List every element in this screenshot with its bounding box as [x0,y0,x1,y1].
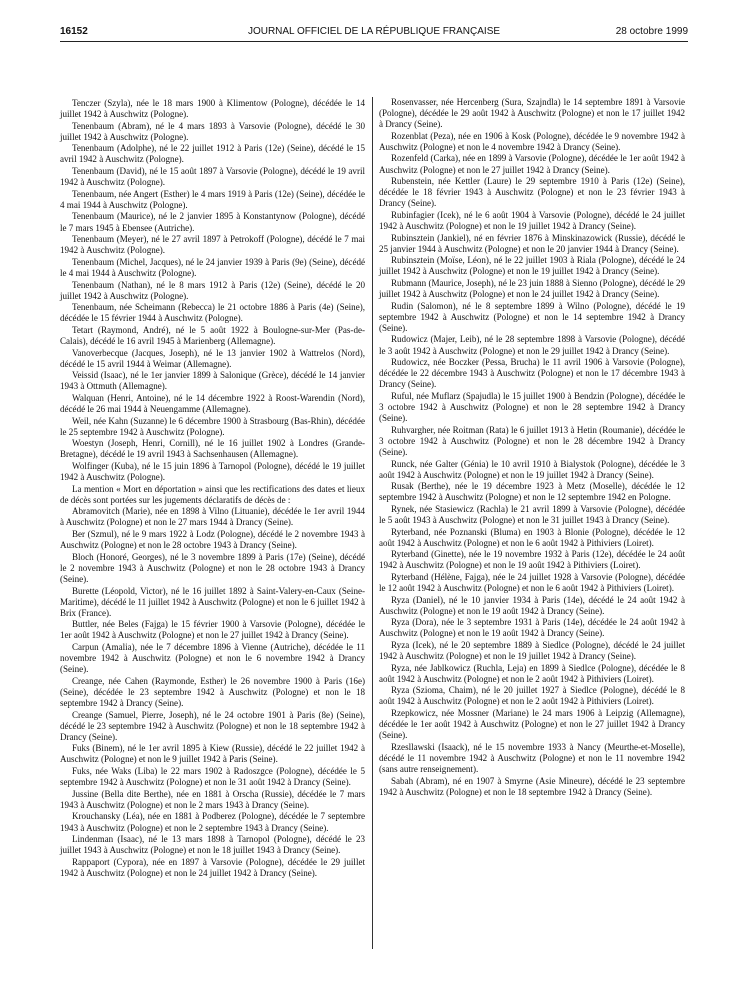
entry-paragraph: Ryterband, née Poznanski (Bluma) en 1903 à Blonie (Pologne), décédée le 12 août 1942 à Auschwitz (Pologne) et non le 6 août 1942 à Pithiviers (Loiret). [379,526,685,548]
entry-paragraph: Vanoverbecque (Jacques, Joseph), né le 13 janvier 1902 à Wattrelos (Nord), décédé le 15 avril 1944 à Weimar (Allemagne). [60,347,365,369]
entry-paragraph: Rzesllawski (Isaack), né le 15 novembre 1933 à Nancy (Meurthe-et-Moselle), décédé le 11 novembre 1942 à Auschwitz (Pologne) et non le 11 novembre 1942 (sans autre renseignement). [379,741,685,775]
page-number: 16152 [60,26,88,37]
entry-paragraph: La mention « Mort en déportation » ainsi que les rectifications des dates et lieux de décès sont portées sur les jugements déclaratifs de décès de : [60,483,365,505]
page-header [60,26,688,42]
entry-paragraph: Tenenbaum, née Angert (Esther) le 4 mars 1919 à Paris (12e) (Seine), décédée le 4 mai 1944 à Auschwitz (Pologne). [60,188,365,210]
right-column [379,97,685,798]
entry-paragraph: Rozenblat (Peza), née en 1906 à Kosk (Pologne), décédée le 9 novembre 1942 à Auschwitz (Pologne) et non le 4 novembre 1942 à Drancy (Seine). [379,130,685,152]
entry-paragraph: Ryterband (Ginette), née le 19 novembre 1932 à Paris (12e), décédée le 24 août 1942 à Auschwitz (Pologne) et non le 19 août 1942 à Pithiviers (Loiret). [379,549,685,571]
left-column [60,98,365,879]
entry-paragraph: Ryza (Dora), née le 3 septembre 1931 à Paris (14e), décédée le 24 août 1942 à Auschwitz (Pologne) et non le 19 août 1942 à Drancy (Seine). [379,617,685,639]
entry-paragraph: Rubinfagier (Icek), né le 6 août 1904 à Varsovie (Pologne), décédé le 24 juillet 1942 à Auschwitz (Pologne) et non le 19 juillet 1942 à Drancy (Seine). [379,209,685,232]
entry-paragraph: Rubinsztein (Jankiel), né en février 1876 à Minskinazowick (Russie), décédé le 25 janvier 1944 à Auschwitz (Pologne) et non le 20 janvier 1944 à Drancy (Seine). [379,232,685,254]
entry-paragraph: Jussine (Bella dite Berthe), née en 1881 à Orscha (Russie), décédée le 7 mars 1943 à Auschwitz (Pologne) et non le 2 mars 1943 à Drancy (Seine). [60,788,365,810]
entry-paragraph: Rudowicz (Majer, Leib), né le 28 septembre 1898 à Varsovie (Pologne), décédé le 3 août 1942 à Auschwitz (Pologne) et non le 29 juillet 1942 à Drancy (Seine). [379,334,685,356]
entry-paragraph: Bloch (Honoré, Georges), né le 3 novembre 1899 à Paris (17e) (Seine), décédé le 2 novembre 1943 à Auschwitz (Pologne) et non le 28 octobre 1943 à Drancy (Seine). [60,551,365,584]
entry-paragraph: Rappaport (Cypora), née en 1897 à Varsovie (Pologne), décédée le 29 juillet 1942 à Auschwitz (Pologne) et non le 24 juillet 1942 à Drancy (Seine). [60,856,365,878]
entry-paragraph: Rudowicz, née Boczker (Pessa, Brucha) le 11 avril 1906 à Varsovie (Pologne), décédée le 22 décembre 1943 à Auschwitz (Pologne) et non le 17 décembre 1943 à Drancy (Seine). [379,357,685,390]
header-rule [60,41,688,42]
entry-paragraph: Tenenbaum (Abram), né le 4 mars 1893 à Varsovie (Pologne), décédé le 30 juillet 1942 à Auschwitz (Pologne). [60,120,365,142]
entry-paragraph: Runck, née Galter (Génia) le 10 avril 1910 à Bialystok (Pologne), décédée le 3 août 1942 à Auschwitz (Pologne) et non le 19 juillet 1942 à Drancy (Seine). [379,458,685,480]
entry-paragraph: Weil, née Kahn (Suzanne) le 6 décembre 1900 à Strasbourg (Bas-Rhin), décédée le 25 septembre 1942 à Auschwitz (Pologne). [60,415,365,437]
entry-paragraph: Ryza (Daniel), né le 10 janvier 1934 à Paris (14e), décédé le 24 août 1942 à Auschwitz (Pologne) et non le 19 août 1942 à Drancy (Seine). [379,594,685,616]
entry-paragraph: Lindenman (Isaac), né le 13 mars 1898 à Tarnopol (Pologne), décédé le 23 juillet 1943 à Auschwitz (Pologne) et non le 18 juillet 1943 à Drancy (Seine). [60,834,365,856]
entry-paragraph: Rzepkowicz, née Mossner (Mariane) le 24 mars 1906 à Leipzig (Allemagne), décédée le 1er août 1942 à Auschwitz (Pologne) et non le 27 juillet 1942 à Drancy (Seine). [379,708,685,741]
entry-paragraph: Fuks (Binem), né le 1er avril 1895 à Kiew (Russie), décédé le 22 juillet 1942 à Auschwitz (Pologne) et non le 9 juillet 1942 à Paris (Seine). [60,743,365,765]
entry-paragraph: Carpun (Amalia), née le 7 décembre 1896 à Vienne (Autriche), décédée le 11 novembre 1942 à Auschwitz (Pologne) et non le 6 novembre 1942 à Drancy (Seine). [60,642,365,675]
entry-paragraph: Ruful, née Muflarz (Spajudla) le 15 juillet 1900 à Bendzin (Pologne), décédée le 3 octobre 1942 à Auschwitz (Pologne) et non le 28 septembre 1942 à Drancy (Seine). [379,390,685,424]
entry-paragraph: Rynek, née Stasiewicz (Rachla) le 21 avril 1899 à Varsovie (Pologne), décédée le 5 août 1943 à Auschwitz (Pologne) et non le 31 juillet 1943 à Drancy (Seine). [379,503,685,525]
entry-paragraph: Veissid (Isaac), né le 1er janvier 1899 à Salonique (Grèce), décédé le 14 janvier 1943 à Ottmuth (Allemagne). [60,370,365,392]
entry-paragraph: Tenenbaum (Meyer), né le 27 avril 1897 à Petrokoff (Pologne), décédé le 7 mai 1942 à Auschwitz (Pologne). [60,234,365,256]
entry-paragraph: Ber (Szmul), né le 9 mars 1922 à Lodz (Pologne), décédé le 2 novembre 1943 à Auschwitz (Pologne) et non le 28 octobre 1943 à Drancy (Seine). [60,529,365,551]
entry-paragraph: Woestyn (Joseph, Henri, Cornill), né le 16 juillet 1902 à Londres (Grande-Bretagne), décédé le 19 avril 1943 à Sachsenhausen (Allemagne). [60,438,365,460]
entry-paragraph: Tenenbaum (Maurice), né le 2 janvier 1895 à Konstantynow (Pologne), décédé le 7 mars 1945 à Ebensee (Autriche). [60,211,365,233]
entry-paragraph: Ryterband (Hélène, Fajga), née le 24 juillet 1928 à Varsovie (Pologne), décédée le 12 août 1942 à Auschwitz (Pologne) et non le 6 août 1942 à Pithiviers (Loiret). [379,571,685,594]
entry-paragraph: Tenenbaum (Adolphe), né le 22 juillet 1912 à Paris (12e) (Seine), décédé le 15 avril 1942 à Auschwitz (Pologne). [60,143,365,165]
entry-paragraph: Walquan (Henri, Antoine), né le 14 décembre 1922 à Roost-Warendin (Nord), décédé le 26 mai 1944 à Neuengamme (Allemagne). [60,392,365,415]
entry-paragraph: Tenenbaum (Nathan), né le 8 mars 1912 à Paris (12e) (Seine), décédé le 20 juillet 1942 à Auschwitz (Pologne). [60,279,365,301]
entry-paragraph: Ryza (Icek), né le 20 septembre 1889 à Siedlce (Pologne), décédé le 24 juillet 1942 à Auschwitz (Pologne) et non le 19 juillet 1942 à Drancy (Seine). [379,640,685,662]
entry-paragraph: Rusak (Berthe), née le 19 décembre 1923 à Metz (Moselle), décédée le 12 septembre 1942 à Auschwitz (Pologne) et non le 12 septembre 1942 en Pologne. [379,481,685,503]
entry-paragraph: Rozenfeld (Carka), née en 1899 à Varsovie (Pologne), décédée le 1er août 1942 à Auschwitz (Pologne) et non le 27 juillet 1942 à Drancy (Seine). [379,153,685,175]
journal-title: JOURNAL OFFICIEL DE LA RÉPUBLIQUE FRANÇAISE [247,26,501,37]
entry-paragraph: Rosenvasser, née Hercenberg (Sura, Szajndla) le 14 septembre 1891 à Varsovie (Pologne), décédée le 29 août 1942 à Auschwitz (Pologne) et non le 17 juillet 1942 à Drancy (Seine). [379,97,685,130]
entry-paragraph: Tenenbaum, née Scheimann (Rebecca) le 21 octobre 1886 à Paris (4e) (Seine), décédée le 15 février 1944 à Auschwitz (Pologne). [60,302,365,324]
entry-paragraph: Ryza, née Jablkowicz (Ruchla, Leja) en 1899 à Siedlce (Pologne), décédée le 8 août 1942 à Auschwitz (Pologne) et non le 2 août 1942 à Pithiviers (Loiret). [379,662,685,684]
entry-paragraph: Ryza (Szioma, Chaim), né le 20 juillet 1927 à Siedlce (Pologne), décédé le 8 août 1942 à Auschwitz (Pologne) et non le 2 août 1942 à Pithiviers (Loiret). [379,685,685,707]
issue-date: 28 octobre 1999 [615,26,688,37]
entry-paragraph: Rubinsztein (Moïse, Léon), né le 22 juillet 1903 à Riala (Pologne), décédé le 24 juillet 1942 à Auschwitz (Pologne) et non le 19 juillet 1942 à Drancy (Seine). [379,255,685,277]
entry-paragraph: Tetart (Raymond, André), né le 5 août 1922 à Boulogne-sur-Mer (Pas-de-Calais), décédé le 16 avril 1945 à Marienberg (Allemagne). [60,324,365,346]
entry-paragraph: Rubenstein, née Kettler (Laure) le 29 septembre 1910 à Paris (12e) (Seine), décédée le 18 février 1943 à Auschwitz (Pologne) et non le 23 février 1943 à Drancy (Seine). [379,176,685,209]
entry-paragraph: Creange, née Cahen (Raymonde, Esther) le 26 novembre 1900 à Paris (16e) (Seine), décédée le 23 septembre 1942 à Auschwitz (Pologne) et non le 18 septembre 1942 à Drancy (Seine). [60,675,365,708]
entry-paragraph: Buttler, née Beles (Fajga) le 15 février 1900 à Varsovie (Pologne), décédée le 1er août 1942 à Auschwitz (Pologne) et non le 27 juillet 1942 à Drancy (Seine). [60,619,365,641]
entry-paragraph: Fuks, née Waks (Liba) le 22 mars 1902 à Radoszgce (Pologne), décédée le 5 septembre 1942 à Auschwitz (Pologne) et non le 31 août 1942 à Drancy (Seine). [60,766,365,788]
entry-paragraph: Sabah (Abram), né en 1907 à Smyrne (Asie Mineure), décédé le 23 septembre 1942 à Auschwitz (Pologne) et non le 18 septembre 1942 à Drancy (Seine). [379,775,685,797]
entry-paragraph: Rudin (Salomon), né le 8 septembre 1899 à Wilno (Pologne), décédé le 19 septembre 1942 à Auschwitz (Pologne) et non le 14 septembre 1942 à Drancy (Seine). [379,300,685,333]
entry-paragraph: Tenenbaum (David), né le 15 août 1897 à Varsovie (Pologne), décédé le 19 avril 1942 à Auschwitz (Pologne). [60,166,365,188]
entry-paragraph: Wolfinger (Kuba), né le 15 juin 1896 à Tarnopol (Pologne), décédé le 19 juillet 1942 à Auschwitz (Pologne). [60,461,365,483]
entry-paragraph: Abramovitch (Marie), née en 1898 à Vilno (Lituanie), décédée le 1er avril 1944 à Auschwitz (Pologne) et non le 27 mars 1944 à Drancy (Seine). [60,506,365,528]
entry-paragraph: Krouchansky (Léa), née en 1881 à Podberez (Pologne), décédée le 7 septembre 1943 à Auschwitz (Pologne) et non le 2 septembre 1943 à Drancy (Seine). [60,811,365,833]
entry-paragraph: Tenczer (Szyla), née le 18 mars 1900 à Klimentow (Pologne), décédée le 14 juillet 1942 à Auschwitz (Pologne). [60,98,365,120]
entry-paragraph: Creange (Samuel, Pierre, Joseph), né le 24 octobre 1901 à Paris (8e) (Seine), décédé le 23 septembre 1942 à Auschwitz (Pologne) et non le 18 septembre 1942 à Drancy (Seine). [60,709,365,742]
column-divider [372,97,373,949]
entry-paragraph: Burette (Léopold, Victor), né le 16 juillet 1892 à Saint-Valery-en-Caux (Seine-Maritime), décédé le 11 juillet 1942 à Auschwitz (Pologne) et non le 6 juillet 1942 à Brix (France). [60,585,365,618]
entry-paragraph: Tenenbaum (Michel, Jacques), né le 24 janvier 1939 à Paris (9e) (Seine), décédé le 4 mai 1944 à Auschwitz (Pologne). [60,256,365,278]
entry-paragraph: Ruhvargher, née Roitman (Rata) le 6 juillet 1913 à Hetin (Roumanie), décédée le 3 octobre 1942 à Auschwitz (Pologne) et non le 28 décembre 1942 à Drancy (Seine). [379,424,685,457]
entry-paragraph: Rubmann (Maurice, Joseph), né le 23 juin 1888 à Sienno (Pologne), décédé le 29 juillet 1942 à Auschwitz (Pologne) et non le 24 juillet 1942 à Drancy (Seine). [379,278,685,300]
